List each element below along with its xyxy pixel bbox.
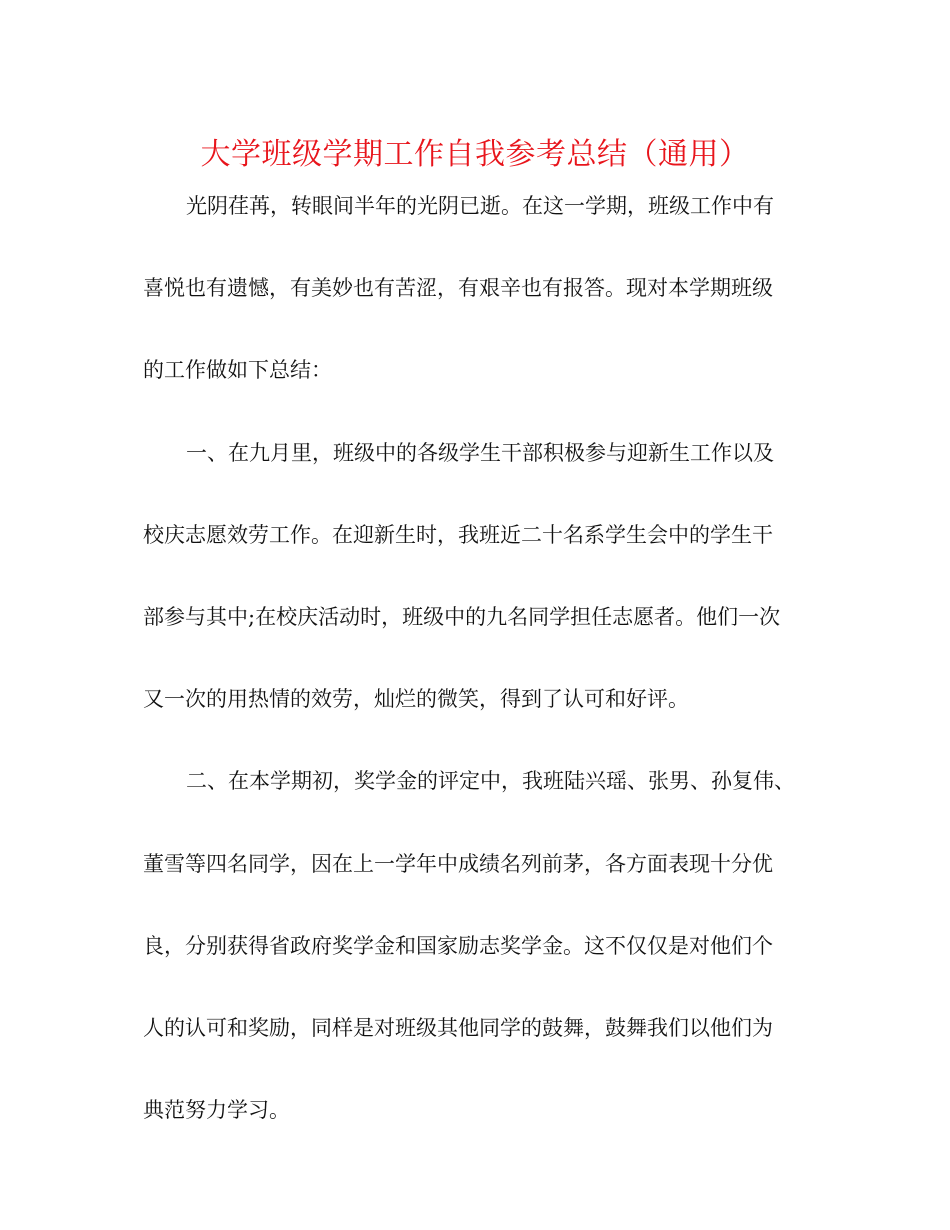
document-title: 大学班级学期工作自我参考总结（通用） [200, 137, 750, 172]
document-body [143, 178, 808, 1164]
paragraph-1-line-2: 喜悦也有遗憾，有美妙也有苦涩，有艰辛也有报答。现对本学期班级 [143, 276, 773, 301]
paragraph-1-line-3: 的工作做如下总结： [143, 358, 332, 383]
paragraph-2-line-4: 又一次的用热情的效劳，灿烂的微笑，得到了认可和好评。 [143, 687, 689, 712]
paragraph-1-line-1: 光阴荏苒，转眼间半年的光阴已逝。在这一学期，班级工作中有 [186, 194, 774, 218]
paragraph-3-line-5: 典范努力学习。 [143, 1098, 290, 1123]
paragraph-2-line-3: 部参与其中;在校庆活动时，班级中的九名同学担任志愿者。他们一次 [143, 604, 781, 629]
paragraph-2-line-1: 一、在九月里，班级中的各级学生干部积极参与迎新生工作以及 [186, 440, 774, 465]
paragraph-3-line-4: 人的认可和奖励，同样是对班级其他同学的鼓舞，鼓舞我们以他们为 [143, 1015, 773, 1040]
paragraph-3-line-2: 董雪等四名同学，因在上一学年中成绩名列前茅，各方面表现十分优 [143, 851, 773, 876]
paragraph-3-line-1: 二、在本学期初，奖学金的评定中，我班陆兴瑶、张男、孙复伟、 [186, 769, 795, 794]
paragraph-2-line-2: 校庆志愿效劳工作。在迎新生时，我班近二十名系学生会中的学生干 [143, 522, 773, 547]
paragraph-3-line-3: 良，分别获得省政府奖学金和国家励志奖学金。这不仅仅是对他们个 [143, 933, 773, 958]
